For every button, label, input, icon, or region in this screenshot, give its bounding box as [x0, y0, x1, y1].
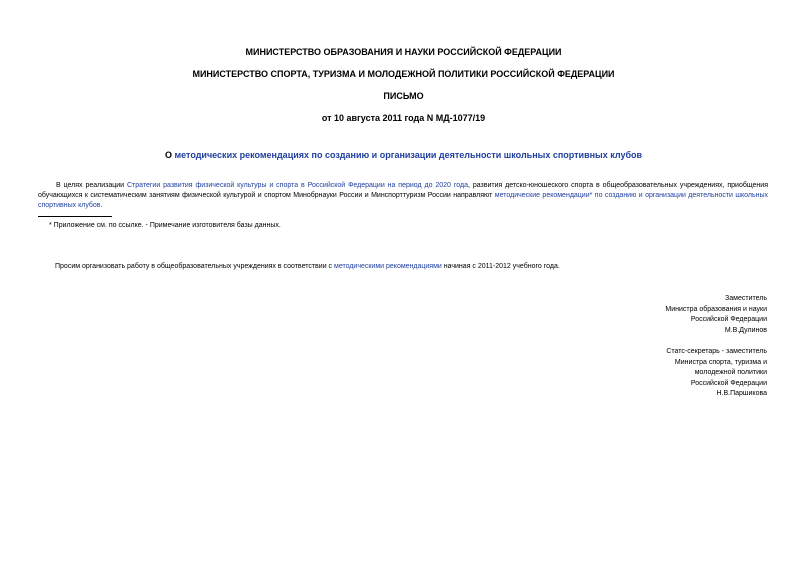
recommendations-link-2[interactable]: методическими рекомендациями [334, 263, 442, 270]
sig2-line: молодежной политики [694, 369, 767, 376]
strategy-link[interactable]: Стратегии развития физической культуры и спорта в Российской Федерации на период до 2020 года [126, 182, 468, 189]
footnote: * Приложение см. по ссылке. - Примечание изготовителя базы данных. [49, 222, 281, 229]
p1-text-b: , развития детско-юношеского спорта в общеобразовательных учреждениях, приобщения обучающихся к систематическим занятиям физической культурой и спортом Минобрнауки России и Минспорттуризм России направляют [38, 182, 768, 199]
body-paragraph-2 [55, 262, 560, 272]
p2-text-a: Просим организовать работу в общеобразовательных учреждениях в соответствии с [55, 263, 334, 270]
footnote-divider [38, 216, 112, 217]
sig1-line: Российской Федерации [690, 316, 767, 323]
document-date-number: от 10 августа 2011 года N МД-1077/19 [321, 113, 486, 123]
sig1-name: М.В.Дулинов [724, 326, 767, 334]
sig2-line: Министра спорта, туризма и [674, 358, 767, 366]
document-subject [0, 150, 807, 161]
recommendations-link-tail: * по созданию и организации деятельности школьных спортивных клубов [38, 192, 769, 209]
p2-text-b: начиная с 2011-2012 учебного года. [441, 263, 560, 270]
sig1-line: Заместитель [725, 295, 767, 302]
document-type: ПИСЬМО [383, 91, 424, 101]
ministry-education-heading: МИНИСТЕРСТВО ОБРАЗОВАНИЯ И НАУКИ РОССИЙСКОЙ ФЕДЕРАЦИИ [245, 47, 562, 57]
p1-text-a: В целях реализации [56, 182, 127, 189]
body-paragraph-1 [38, 181, 768, 211]
p1-end: . [100, 202, 103, 209]
sig2-line: Российской Федерации [690, 379, 767, 387]
signature-block-2 [666, 347, 767, 400]
sig1-line: Министра образования и науки [665, 305, 767, 313]
recommendations-link-text: методические рекомендации [494, 192, 590, 199]
ministry-sport-heading: МИНИСТЕРСТВО СПОРТА, ТУРИЗМА И МОЛОДЕЖНОЙ ПОЛИТИКИ РОССИЙСКОЙ ФЕДЕРАЦИИ [192, 69, 615, 79]
signature-block-1 [665, 294, 767, 336]
sig2-name: Н.В.Паршикова [716, 390, 767, 397]
subject-prefix: О [164, 150, 172, 160]
sig2-line: Статс-секретарь - заместитель [666, 348, 767, 355]
subject-link[interactable]: методических рекомендациях по созданию и организации деятельности школьных спортивных клубов [174, 150, 643, 160]
